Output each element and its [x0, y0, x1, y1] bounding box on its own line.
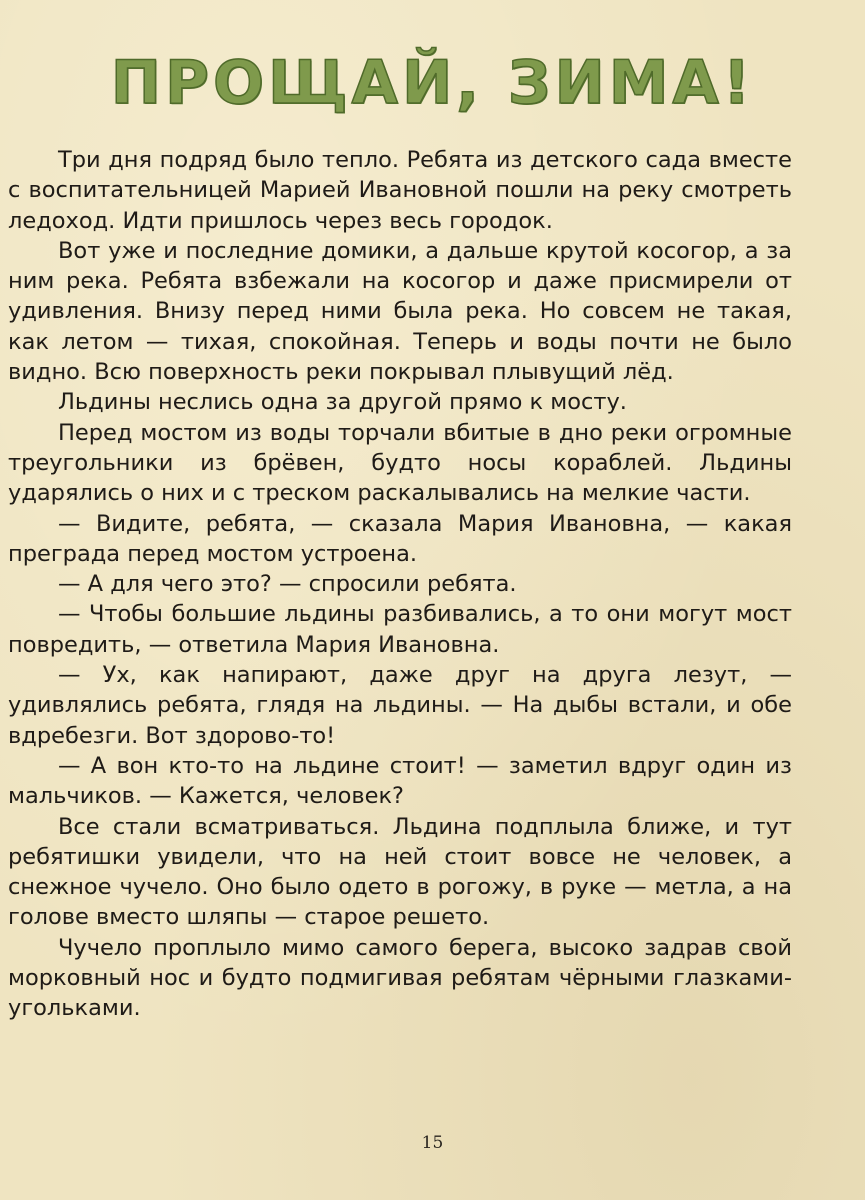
paragraph-3: Льдины неслись одна за другой прямо к мосту. [58, 389, 627, 416]
paragraph-9: — А вон кто-то на льдине стоит! — заметил вдруг один из мальчиков. — Кажется, человек? [8, 752, 792, 810]
paragraph-6: — А для чего это? — спросили ребята. [58, 571, 517, 598]
paragraph-10: Все стали всматриваться. Льдина подплыла ближе, и тут ребятишки увидели, что на ней стоит вовсе не человек, а снежное чучело. Оно было одето в рогожу, в руке — метла, а на голове вместо шляпы — старое решето. [8, 813, 792, 931]
story-text [8, 145, 792, 1024]
paragraph-8: — Ух, как напирают, даже друг на друга лезут, — удивлялись ребята, глядя на льдины. — На дыбы встали, и обе вдребезги. Вот здорово-то! [8, 662, 792, 749]
paragraph-2: Вот уже и последние домики, а дальше крутой косогор, а за ним река. Ребята взбежали на косогор и даже присмирели от удивления. Внизу перед ними была река. Но совсем не такая, как летом — тихая, спокойная. Теперь и воды почти не было видно. Всю поверхность реки покрывал плывущий лёд. [8, 237, 792, 386]
paragraph-4: Перед мостом из воды торчали вбитые в дно реки огромные треугольники из брёвен, будто носы кораблей. Льдины ударялись о них и с треском раскалывались на мелкие части. [8, 419, 792, 507]
page-title: ПРОЩАЙ, ЗИМА! [110, 48, 755, 118]
paragraph-7: — Чтобы большие льдины разбивались, а то они могут мост повредить, — ответила Мария Ивановна. [8, 601, 792, 658]
paragraph-1: Три дня подряд было тепло. Ребята из детского сада вместе с воспитательницей Марией Ивановной пошли на реку смотреть ледоход. Идти пришлось через весь городок. [8, 147, 792, 234]
page-number: 15 [421, 1133, 444, 1153]
paragraph-5: — Видите, ребята, — сказала Мария Ивановна, — какая преграда перед мостом устроена. [8, 510, 792, 567]
paragraph-11: Чучело проплыло мимо самого берега, высоко задрав свой морковный нос и будто подмигивая ребятам чёрными глазками-угольками. [8, 934, 792, 1022]
